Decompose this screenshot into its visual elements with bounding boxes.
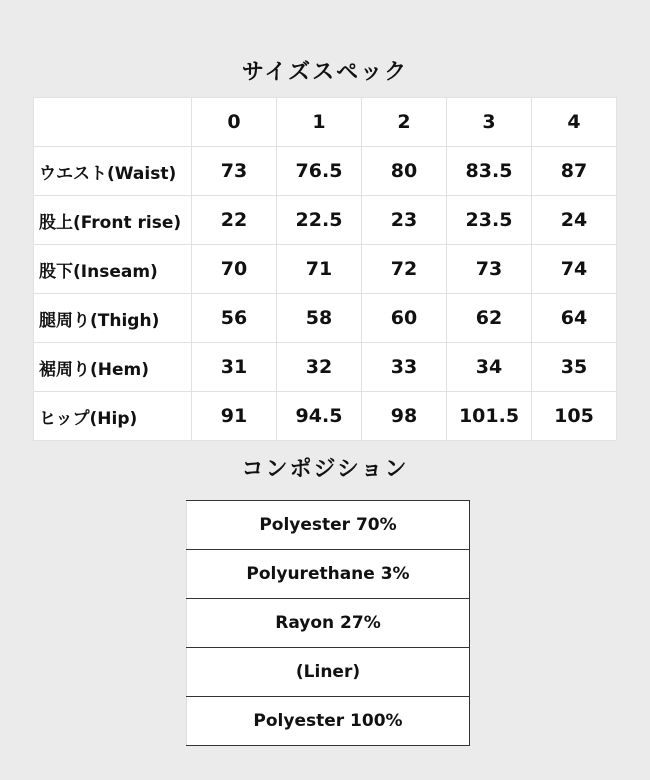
size-header-1: 1 bbox=[277, 98, 362, 147]
table-cell: 80 bbox=[362, 147, 447, 196]
composition-title: コンポジション bbox=[241, 457, 409, 482]
size-spec-table bbox=[33, 97, 617, 441]
table-cell: 32 bbox=[277, 343, 362, 392]
table-cell: 87 bbox=[532, 147, 617, 196]
table-cell: 74 bbox=[532, 245, 617, 294]
table-cell: 98 bbox=[362, 392, 447, 441]
table-cell: 24 bbox=[532, 196, 617, 245]
table-row-thigh bbox=[34, 294, 617, 343]
size-header-0: 0 bbox=[192, 98, 277, 147]
composition-cell: Polyurethane 3% bbox=[187, 550, 470, 599]
composition-cell: Rayon 27% bbox=[187, 599, 470, 648]
table-cell: 105 bbox=[532, 392, 617, 441]
table-cell: 91 bbox=[192, 392, 277, 441]
composition-cell: Polyester 70% bbox=[187, 501, 470, 550]
table-row-waist bbox=[34, 147, 617, 196]
table-cell: 73 bbox=[447, 245, 532, 294]
composition-cell: (Liner) bbox=[187, 648, 470, 697]
table-row-inseam bbox=[34, 245, 617, 294]
table-cell: 70 bbox=[192, 245, 277, 294]
composition-table bbox=[186, 500, 470, 746]
table-row bbox=[187, 599, 470, 648]
table-cell: 23 bbox=[362, 196, 447, 245]
table-row bbox=[187, 697, 470, 746]
table-row bbox=[187, 550, 470, 599]
table-cell: 23.5 bbox=[447, 196, 532, 245]
size-header-row bbox=[34, 98, 617, 147]
header-corner-cell bbox=[34, 98, 192, 147]
table-cell: 64 bbox=[532, 294, 617, 343]
row-label-front-rise: 股上(Front rise) bbox=[34, 196, 192, 245]
table-cell: 34 bbox=[447, 343, 532, 392]
table-row-front-rise bbox=[34, 196, 617, 245]
table-cell: 35 bbox=[532, 343, 617, 392]
table-row bbox=[187, 501, 470, 550]
table-cell: 22 bbox=[192, 196, 277, 245]
size-header-2: 2 bbox=[362, 98, 447, 147]
table-cell: 62 bbox=[447, 294, 532, 343]
table-cell: 58 bbox=[277, 294, 362, 343]
row-label-waist: ウエスト(Waist) bbox=[34, 147, 192, 196]
table-row-hip bbox=[34, 392, 617, 441]
table-cell: 73 bbox=[192, 147, 277, 196]
table-row bbox=[187, 648, 470, 697]
table-cell: 101.5 bbox=[447, 392, 532, 441]
table-row-hem bbox=[34, 343, 617, 392]
table-cell: 56 bbox=[192, 294, 277, 343]
size-header-3: 3 bbox=[447, 98, 532, 147]
size-spec-title: サイズスペック bbox=[241, 60, 409, 85]
table-cell: 72 bbox=[362, 245, 447, 294]
row-label-hip: ヒップ(Hip) bbox=[34, 392, 192, 441]
table-cell: 71 bbox=[277, 245, 362, 294]
size-header-4: 4 bbox=[532, 98, 617, 147]
table-cell: 83.5 bbox=[447, 147, 532, 196]
table-cell: 33 bbox=[362, 343, 447, 392]
composition-cell: Polyester 100% bbox=[187, 697, 470, 746]
table-cell: 60 bbox=[362, 294, 447, 343]
row-label-thigh: 腿周り(Thigh) bbox=[34, 294, 192, 343]
row-label-inseam: 股下(Inseam) bbox=[34, 245, 192, 294]
table-cell: 22.5 bbox=[277, 196, 362, 245]
table-cell: 31 bbox=[192, 343, 277, 392]
row-label-hem: 裾周り(Hem) bbox=[34, 343, 192, 392]
table-cell: 94.5 bbox=[277, 392, 362, 441]
table-cell: 76.5 bbox=[277, 147, 362, 196]
